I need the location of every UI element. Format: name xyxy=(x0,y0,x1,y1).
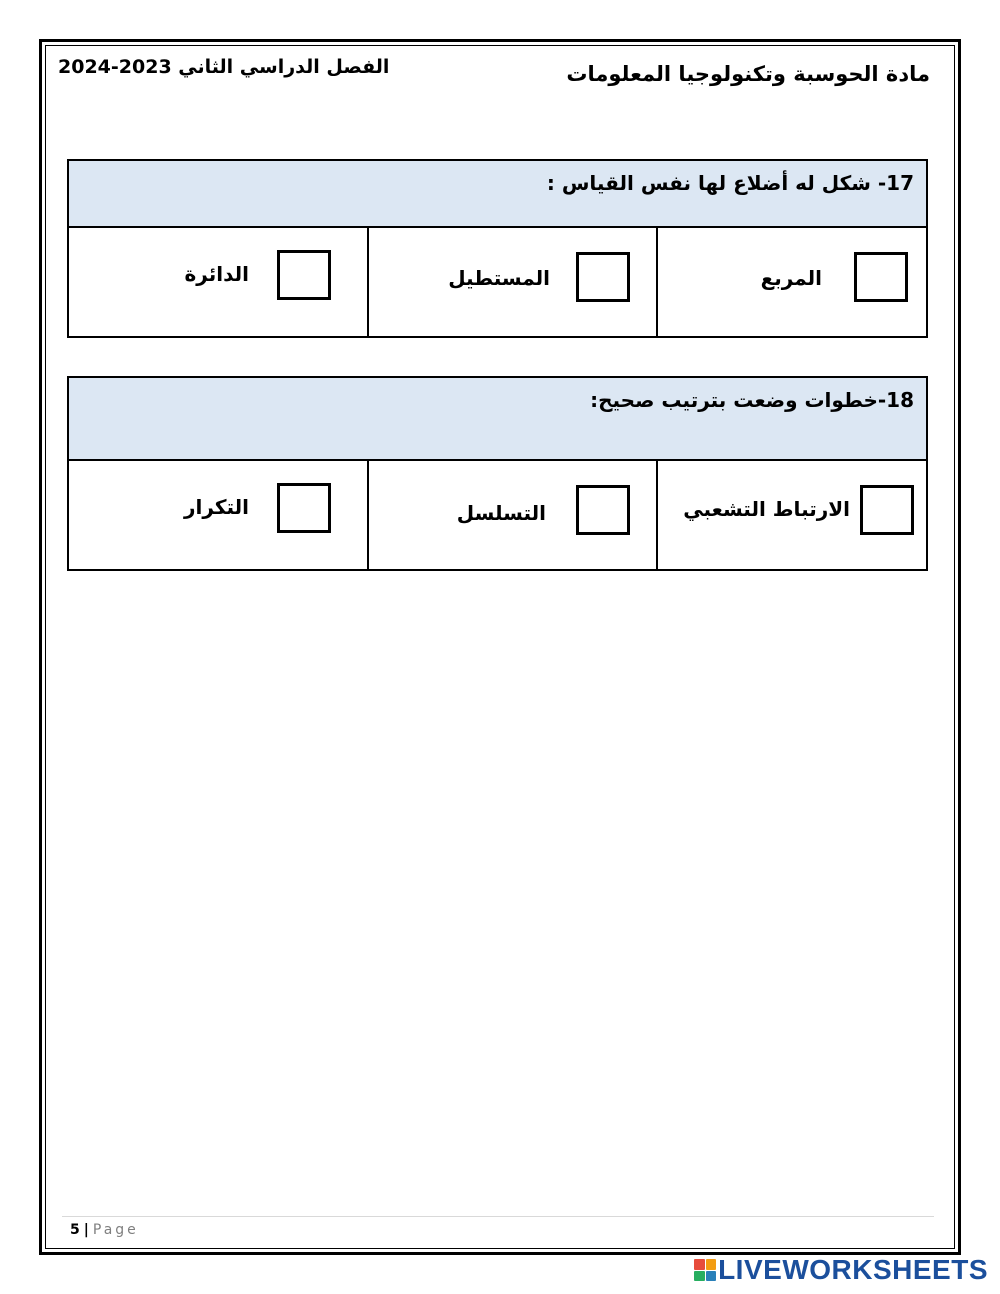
page-separator: | xyxy=(83,1222,89,1238)
question-18-option-1-label: الارتباط التشعبي xyxy=(683,497,850,521)
question-17-table xyxy=(67,159,928,338)
question-18-table xyxy=(67,376,928,571)
question-17-option-2-label: المستطيل xyxy=(448,266,550,290)
logo-tile-1 xyxy=(694,1259,705,1270)
question-17-option-1 xyxy=(656,228,926,336)
page-word: Page xyxy=(92,1222,139,1238)
footer-divider xyxy=(62,1216,934,1217)
question-18-option-2-checkbox[interactable] xyxy=(576,485,630,535)
question-17-option-1-checkbox[interactable] xyxy=(854,252,908,302)
question-17-option-2-checkbox[interactable] xyxy=(576,252,630,302)
subject-title: مادة الحوسبة وتكنولوجيا المعلومات xyxy=(566,62,930,86)
liveworksheets-logo-icon xyxy=(694,1259,716,1281)
question-18-text: 18-خطوات وضعت بترتيب صحيح: xyxy=(69,378,926,461)
logo-tile-3 xyxy=(694,1271,705,1282)
question-18-option-1 xyxy=(656,461,926,569)
question-18-option-2-label: التسلسل xyxy=(456,501,546,525)
logo-tile-2 xyxy=(706,1259,717,1270)
question-17-option-1-label: المربع xyxy=(760,266,822,290)
logo-tile-4 xyxy=(706,1271,717,1282)
question-18-option-2 xyxy=(367,461,656,569)
liveworksheets-brand xyxy=(694,1254,988,1286)
page-number: 5 xyxy=(70,1222,80,1238)
question-18-options xyxy=(69,461,926,569)
question-18-option-3-label: التكرار xyxy=(184,495,249,519)
question-17-option-2 xyxy=(367,228,656,336)
liveworksheets-wordmark: LIVEWORKSHEETS xyxy=(718,1254,988,1285)
question-17-options xyxy=(69,228,926,336)
question-17-text: 17- شكل له أضلاع لها نفس القياس : xyxy=(69,161,926,228)
question-18-option-1-checkbox[interactable] xyxy=(860,485,914,535)
question-17-option-3-checkbox[interactable] xyxy=(277,250,331,300)
question-18-option-3-checkbox[interactable] xyxy=(277,483,331,533)
question-17-option-3-label: الدائرة xyxy=(184,262,249,286)
page-footer xyxy=(70,1222,139,1238)
semester-title: الفصل الدراسي الثاني 2023-2024 xyxy=(58,56,390,78)
question-17-option-3 xyxy=(69,228,367,336)
question-18-option-3 xyxy=(69,461,367,569)
